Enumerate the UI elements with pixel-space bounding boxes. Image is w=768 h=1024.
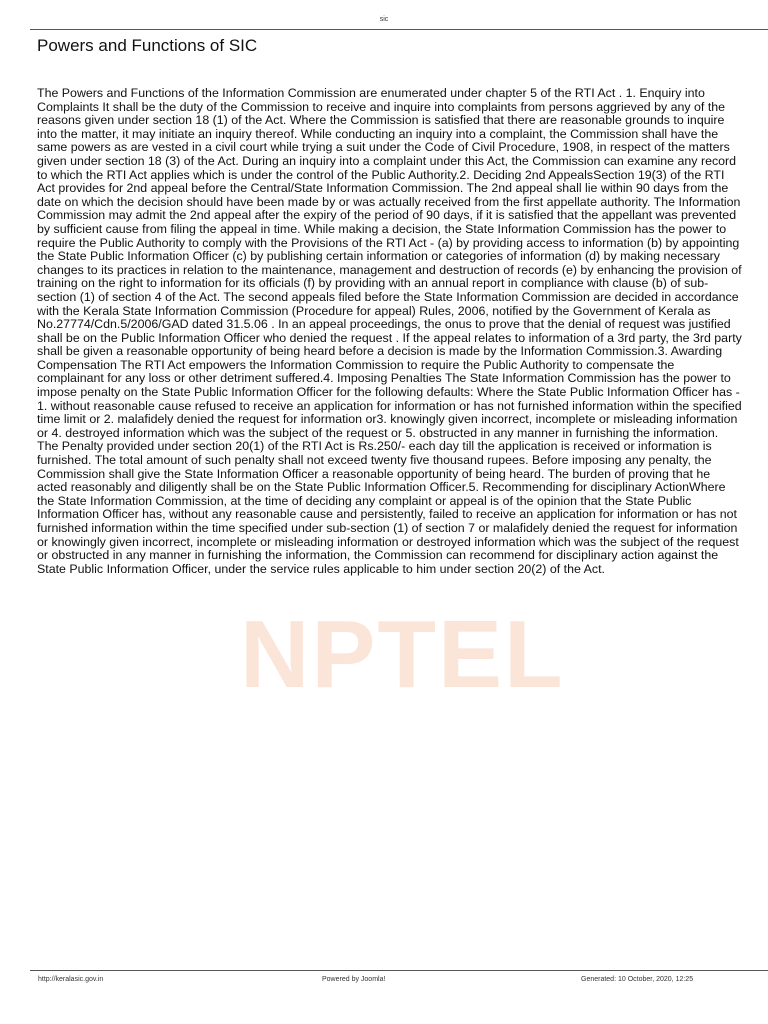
body-paragraph: The Powers and Functions of the Information Commission are enumerated under chapter 5 of the RTI Act . 1. Enquiry into Complaints It shall be the duty of the Commission to receive and inquire into complaints from persons aggrieved by any of the reasons given under section 18 (1) of the Act. Where the Commission is satisfied that there are reasonable grounds to inquire into the matter, it may initiate an inquiry thereof. While conducting an inquiry into a complaint, the Commission shall have the same powers as are vested in a civil court while trying a suit under the Code of Civil Procedure, 1908, in respect of the matters given under section 18 (3) of the Act. During an inquiry into a complaint under this Act, the Commission can examine any record to which the RTI Act applies which is under the control of the Public Authority.2. Deciding 2nd AppealsSection 19(3) of the RTI Act provides for 2nd appeal before the Central/State Information Commission. The 2nd appeal shall lie within 90 days from the date on which the decision should have been made by or was actually received from the first appellate authority. The Information Commission may admit the 2nd appeal after the expiry of the period of 90 days, if it is satisfied that the appellant was prevented by sufficient cause from filing the appeal in time. While making a decision, the State Information Commission has the power to require the Public Authority to comply with the Provisions of the RTI Act - (a) by providing access to information (b) by appointing the State Public Information Officer (c) by publishing certain information or categories of information (d) by making necessary changes to its practices in relation to the maintenance, management and destruction of records (e) by enhancing the provision of training on the right to information for its officials (f) by providing with an annual report in compliance with clause (b) of sub-section (1) of section 4 of the Act. The second appeals filed before the State Information Commission are decided in accordance with the Kerala State Information Commission (Procedure for appeal) Rules, 2006, notified by the Government of Kerala as No.27774/Cdn.5/2006/GAD dated 31.5.06 . In an appeal proceedings, the onus to prove that the denial of request was justified shall be on the Public Information Officer who denied the request . If the appeal relates to information of a 3rd party, the 3rd party shall be given a reasonable opportunity of being heard before a decision is made by the Information Commission.3. Awarding Compensation The RTI Act empowers the Information Commission to require the Public Authority to compensate the complainant for any loss or other detriment suffered.4. Imposing Penalties The State Information Commission has the power to impose penalty on the State Public Information Officer for the following defaults: Where the State Public Information Officer has - 1. without reasonable cause refused to receive an application for information or has not furnished information within the specified time limit or 2. malafidely denied the request for information or3. knowingly given incorrect, incomplete or misleading information or 4. destroyed information which was the subject of the request or 5. obstructed in any manner in furnishing the information. The Penalty provided under section 20(1) of the RTI Act is Rs.250/- each day till the application is received or information is furnished. The total amount of such penalty shall not exceed twenty five thousand rupees. Before imposing any penalty, the Commission shall give the State Information Officer a reasonable opportunity of being heard. The burden of proving that he acted reasonably and diligently shall be on the State Public Information Officer.5. Recommending for disciplinary ActionWhere the State Information Commission, at the time of deciding any complaint or appeal is of the opinion that the State Public Information Officer has, without any reasonable cause and persistently, failed to receive an application for information or has not furnished information within the time specified under sub-section (1) of section 7 or malafidely denied the request for information or knowingly given incorrect, incomplete or misleading information or destroyed information which was the subject of the request or obstructed in any manner in furnishing the information, the Commission can recommend for disciplinary action against the State Public Information Officer, under the service rules applicable to him under section 20(2) of the Act. bbox=[37, 86, 742, 576]
page-title: Powers and Functions of SIC bbox=[37, 36, 258, 55]
header-divider bbox=[30, 29, 768, 30]
footer-url[interactable]: http://keralasic.gov.in bbox=[38, 976, 104, 983]
footer-divider bbox=[30, 970, 768, 971]
footer-powered-by: Powered by Joomla! bbox=[322, 976, 386, 983]
nptel-watermark: NPTEL bbox=[240, 601, 565, 708]
header-label: sic bbox=[379, 16, 389, 23]
footer-generated-date: Generated: 10 October, 2020, 12:25 bbox=[581, 976, 694, 983]
